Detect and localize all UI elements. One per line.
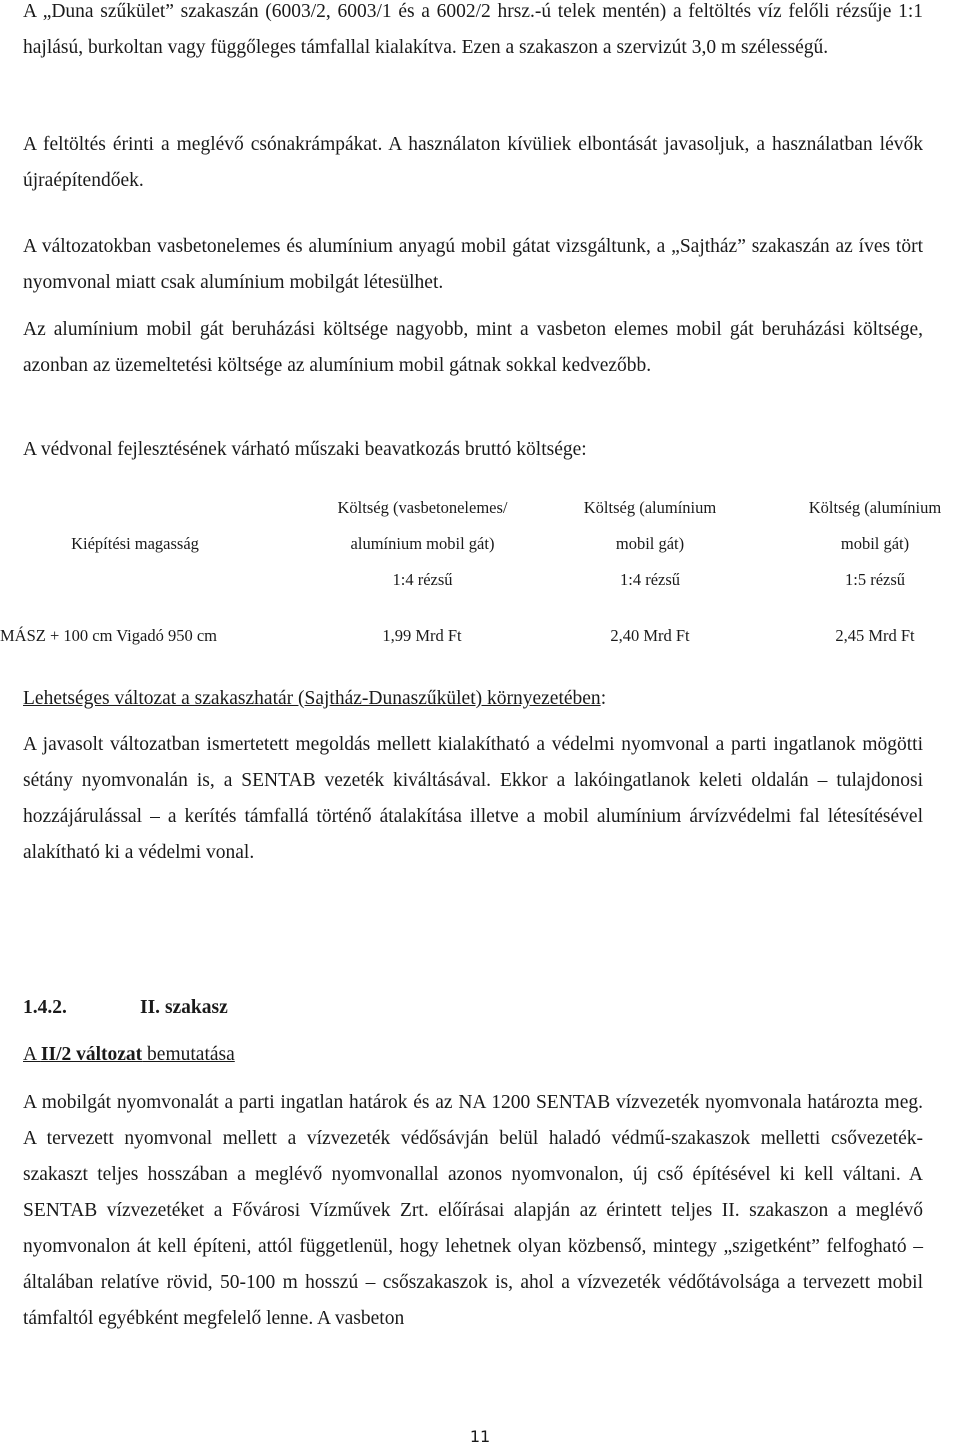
section-heading-underlined: Lehetséges változat a szakaszhatár (Sajtház-Dunaszűkület) környezetében [23,688,601,709]
header-col3-line1: Költség (alumínium [808,498,942,517]
subsection-heading [23,1037,235,1073]
paragraph-csonakrampak: A feltöltés érinti a meglévő csónakrámpákat. A használaton kívüliek elbontását javasoljuk, a használatban lévők újraépítendőek. [23,134,923,191]
paragraph-valtozatok: A változatokban vasbetonelemes és alumínium anyagú mobil gátat vizsgáltunk, a „Sajtház” szakaszán az íves tört nyomvonal miatt csak alumínium mobilgát létesülhet. [23,236,923,293]
header-col3-line3: 1:5 rézsű [844,570,906,589]
section-title-rest: szakasz [160,997,228,1018]
paragraph-javasolt-valtozat: A javasolt változatban ismertetett megoldás mellett kialakítható a védelmi nyomvonal a parti ingatlanok mögötti sétány nyomvonalán is, a SENTAB vezeték kiváltásával. Ekkor a lakóingatlanok keleti oldalán – tulajdonosi hozzájárulással – a kerítés támfallá történő átalakítása illetve a mobil alumínium árvízvédelmi fal létesítésével alakítható ki a védelmi vonal. [23,734,923,863]
section-heading-colon: : [600,688,607,709]
table-cell-col2: 2,40 Mrd Ft [610,626,690,645]
paragraph-koltseg-osszehasonlitas: Az alumínium mobil gát beruházási költsége nagyobb, mint a vasbeton elemes mobil gát beruházási költsége, azonban az üzemeltetési költsége az alumínium mobil gátnak sokkal kedvezőbb. [23,319,923,376]
header-col2-line1: Költség (alumínium [583,498,717,517]
table-cell-col1: 1,99 Mrd Ft [382,626,462,645]
table-row-label: MÁSZ + 100 cm Vigadó 950 cm [0,626,217,645]
page-number: 11 [469,1427,491,1446]
section-heading-1-4-2 [23,990,228,1026]
header-col1-line2: alumínium mobil gát) [350,534,495,553]
header-kiepitesi-magassag: Kiépítési magasság [71,534,199,553]
subsection-bold: II/2 változat [40,1044,143,1065]
subsection-rest: bemutatása [142,1044,235,1065]
section-number: 1.4.2. [23,997,67,1018]
section-title-bold: II. [140,997,161,1018]
header-col2-line3: 1:4 rézsű [619,570,681,589]
paragraph-mobilgat-nyomvonal: A mobilgát nyomvonalát a parti ingatlan határok és az NA 1200 SENTAB vízvezeték nyomvonala határozta meg. A tervezett nyomvonal mellett a vízvezeték védősávján belül haladó védmű-szakaszok melletti csővezeték-szakaszt teljes hosszában a meglévő nyomvonallal azonos nyomvonalon, új cső építésével ki kell váltani. A SENTAB vízvezetéket a Fővárosi Vízművek Zrt. előírásai alapján az érintett teljes II. szakaszon a meglévő nyomvonalon át kell építeni, attól függetlenül, hogy lehetnek olyan közbenső, mintegy „szigetként” felfogható – általában relatíve rövid, 50-100 m hosszú – csőszakaszok is, ahol a vízvezeték védőtávolsága a tervezett mobil támfaltól egyébként megfelelő lenne. A vasbeton [23,1092,923,1329]
header-col2-line2: mobil gát) [615,534,685,553]
header-col1-line1: Költség (vasbetonelemes/ [337,498,508,517]
header-col3-line2: mobil gát) [840,534,910,553]
section-lehetseges-valtozat-heading [23,681,606,717]
header-col1-line3: 1:4 rézsű [392,570,453,589]
table-cell-col3: 2,45 Mrd Ft [835,626,915,645]
paragraph-koltseg-intro: A védvonal fejlesztésének várható műszaki beavatkozás bruttó költsége: [23,439,587,460]
subsection-prefix: A [23,1044,41,1065]
paragraph-duna-szukulet: A „Duna szűkület” szakaszán (6003/2, 6003/1 és a 6002/2 hrsz.-ú telek mentén) a feltöltés víz felőli rézsűje 1:1 hajlású, burkoltan vagy függőleges támfallal kialakítva. Ezen a szakaszon a szervizút 3,0 m szélességű. [23,1,923,58]
